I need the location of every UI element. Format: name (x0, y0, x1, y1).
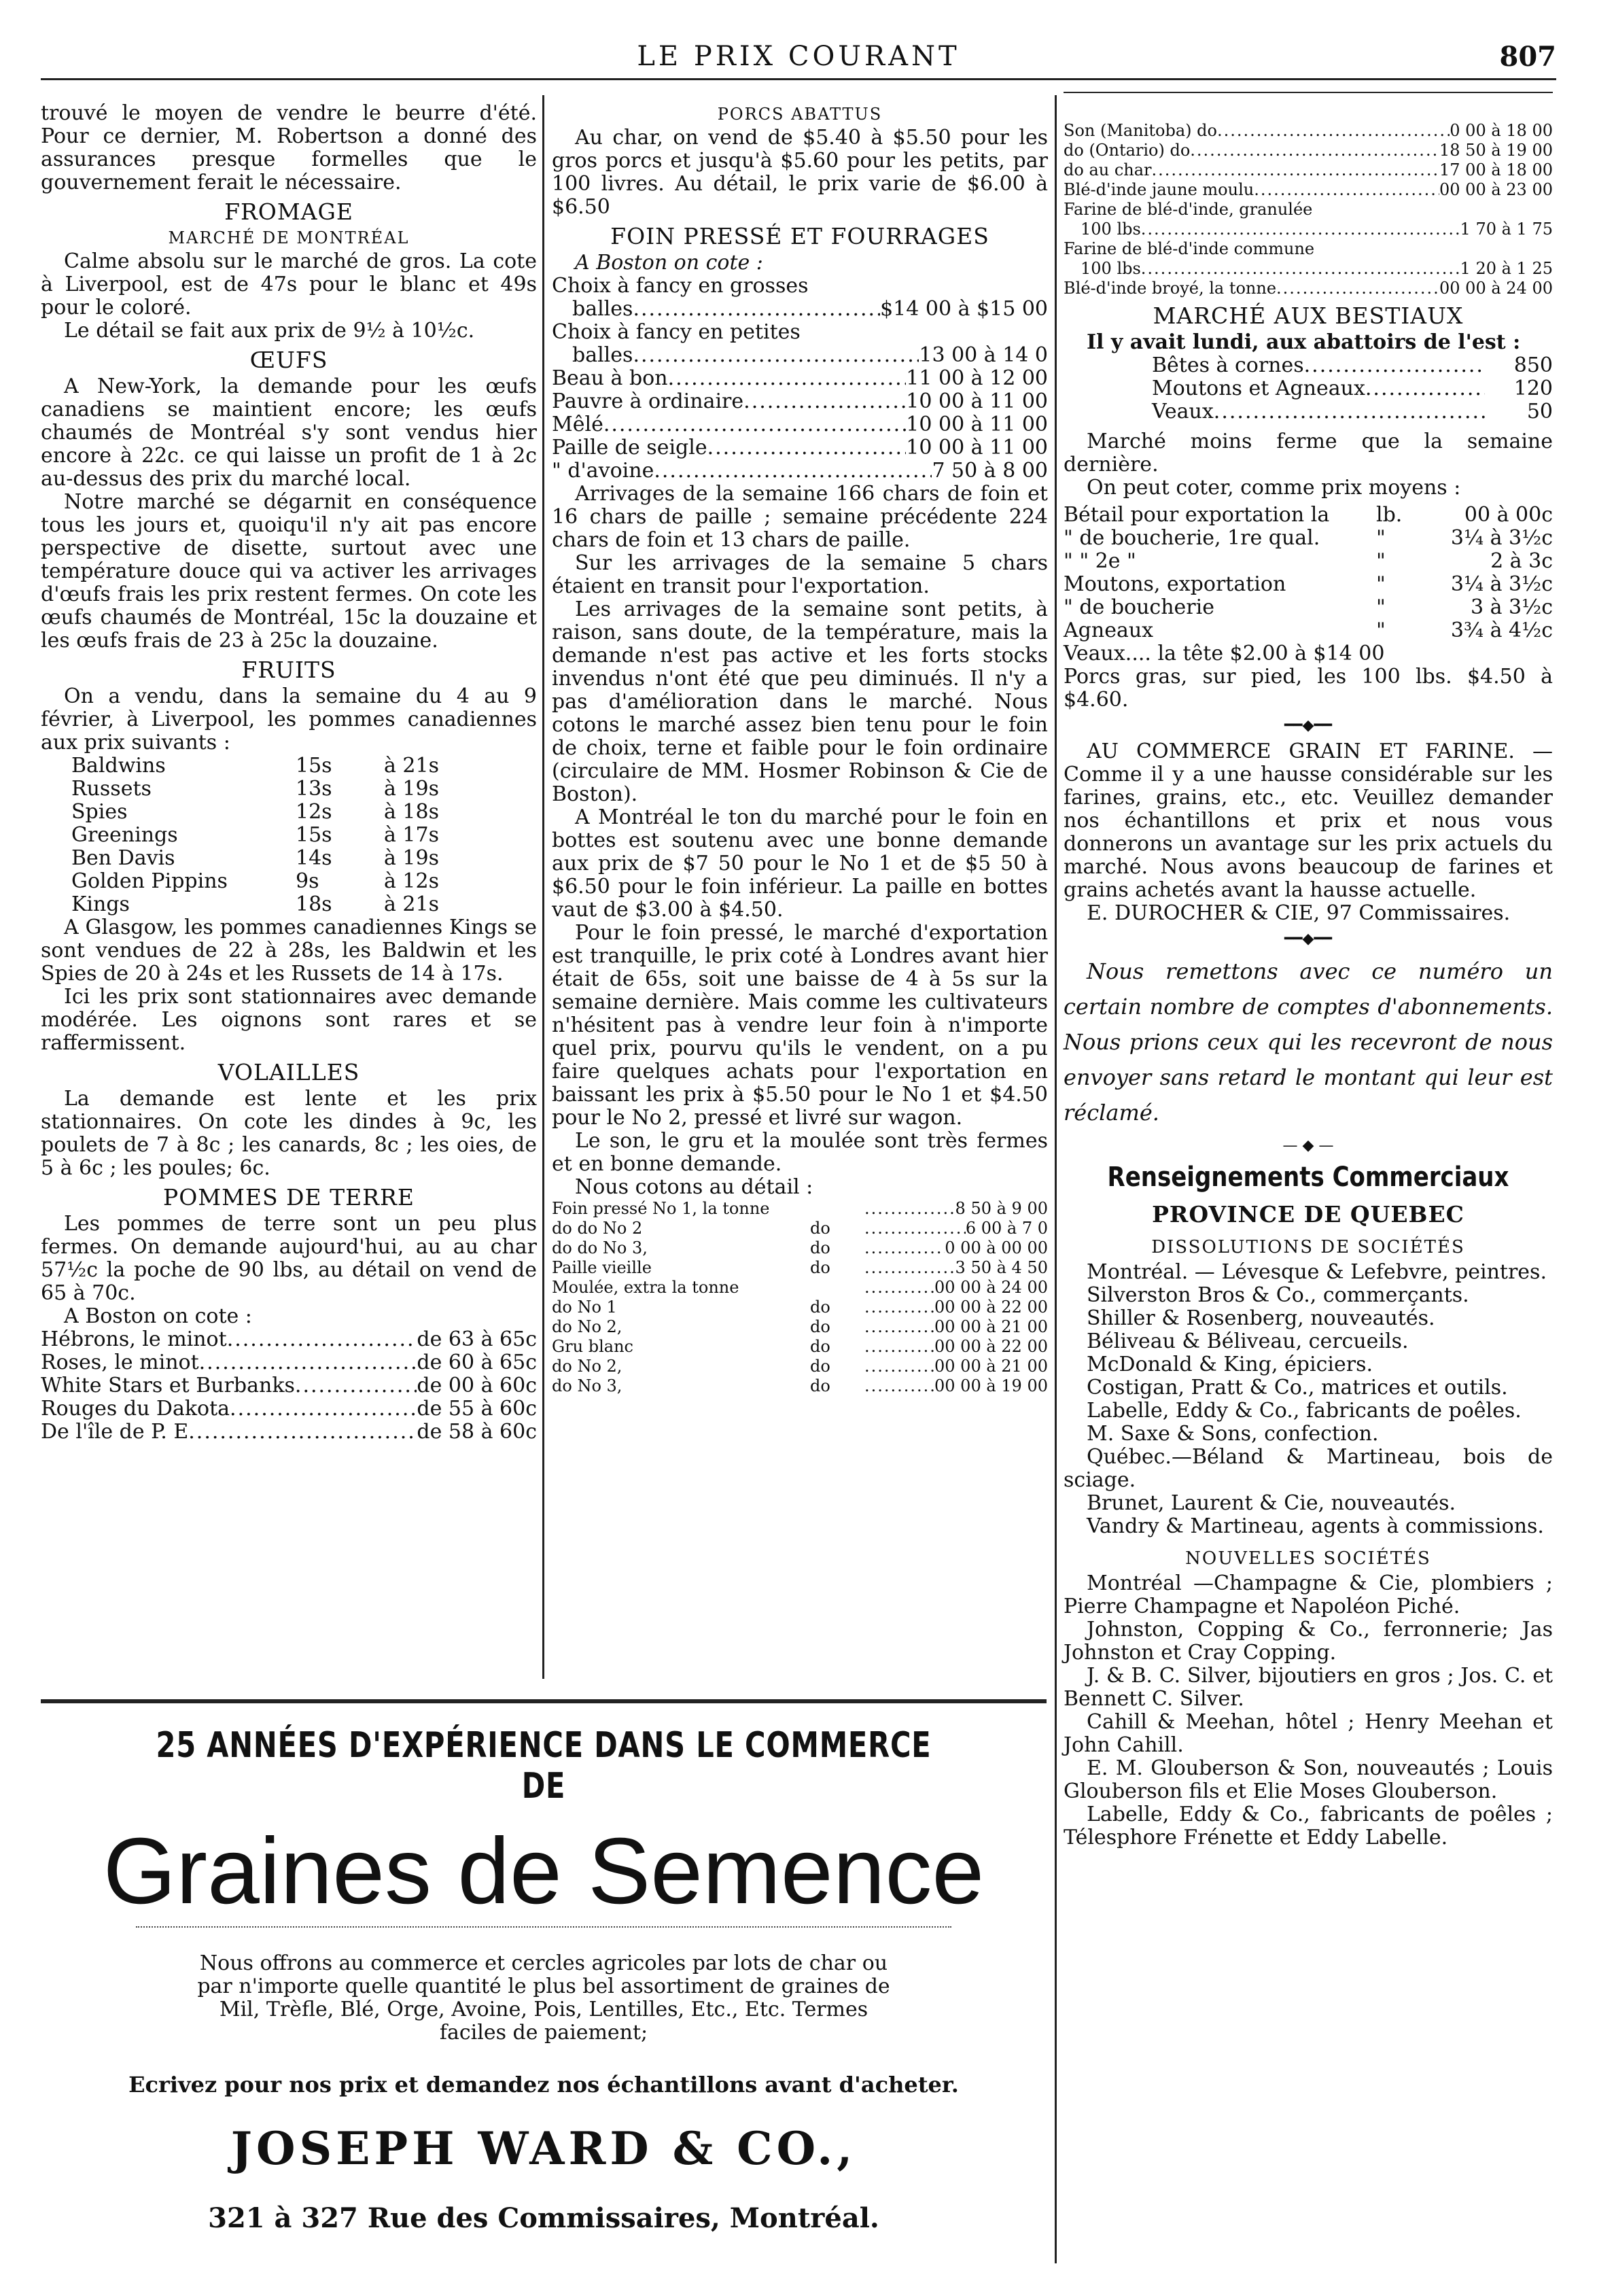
foin-price: 10 00 à 11 00 (906, 413, 1048, 436)
cattle-row (1064, 619, 1553, 642)
montreal-market-paragraph: A Montréal le ton du marché pour le foin en bottes est soutenu avec une bonne demande aux prix de $7 50 pour le No 1 et de $5 50 à $6.50 pour le foin inférieur. La paille en bottes vaut de $3.00 à $4.50. (552, 805, 1048, 922)
detail-row (552, 1258, 1048, 1278)
detail-unit: do (810, 1337, 830, 1356)
foin-row (552, 344, 1048, 367)
foin-price: 13 00 à 14 0 (919, 343, 1048, 367)
son-row (1064, 160, 1553, 180)
oeufs-heading: ŒUFS (249, 347, 328, 373)
ad-company: JOSEPH WARD & CO., (230, 2122, 857, 2175)
cattle-label: Moutons, exportation (1064, 572, 1286, 596)
pdt-price: de 63 à 65c (417, 1327, 537, 1351)
foin-label: Choix à fancy en grosses (552, 274, 809, 298)
pdt-name: Hébrons, le minot (41, 1327, 227, 1351)
ad-call-to-action: Ecrivez pour nos prix et demandez nos échantillons avant d'acheter. (128, 2072, 959, 2098)
son-table (1064, 121, 1553, 298)
fruit-low: 9s (296, 869, 319, 893)
foin-label: " d'avoine (552, 459, 654, 483)
foin-row (552, 413, 1048, 436)
fruit-name: Greenings (71, 823, 178, 847)
detail-price: 6 00 à 7 0 (965, 1219, 1048, 1238)
separator-ornament: ━━◆━━ (1284, 930, 1332, 947)
dissolutions-list (1064, 1261, 1553, 1538)
foin-row (552, 298, 1048, 321)
fruit-high: à 12s (384, 869, 439, 893)
foin-price: 10 00 à 11 00 (906, 436, 1048, 459)
oeufs-paragraph-2: Notre marché se dégarnit en conséquence tous les jours et, quoiqu'il n'y ait pas encore perspective de disette, surtout avec une température douce qui va activer les arrivages d'œufs frais les prix restent fermes. On cote les œufs chaumés de Montréal, 15c la douzaine et les œufs frais de 23 à 25c la douzaine. (41, 490, 537, 653)
detail-row (552, 1376, 1048, 1396)
detail-price: 00 00 à 24 00 (934, 1278, 1048, 1297)
cattle-label: " de boucherie (1064, 595, 1214, 619)
son-label: Son (Manitoba) do (1064, 121, 1217, 140)
column-rule-1 (542, 95, 544, 1679)
detail-unit: do (810, 1317, 830, 1336)
export-paragraph: Pour le foin pressé, le marché d'exportation est tranquille, le prix coté à Londres avant hier était de 65s, soit une baisse de 4 à 5s sur la semaine dernière. Mais comme les cultivateurs n'hésitent pas à vendre leur foin à n'importe quel prix, pourvu qu'ils le vendent, on a pu faire quelques achats pour l'exportation en baissant les prix à $5.50 pour le No 1 et $4.50 pour le No 2, pressé et livré sur wagon. (552, 921, 1048, 1130)
column-1 (41, 102, 537, 1444)
detail-label: do No 2, (552, 1317, 622, 1336)
cattle-unit: " (1376, 595, 1386, 619)
foin-row (552, 321, 1048, 344)
detail-row (552, 1219, 1048, 1238)
son-price: 1 20 à 1 25 (1460, 259, 1553, 278)
foin-price: 11 00 à 12 00 (906, 366, 1048, 390)
foin-row (552, 390, 1048, 413)
nouvelle-item: J. & B. C. Silver, bijoutiers en gros ; Jos. C. et Bennett C. Silver. (1064, 1664, 1553, 1711)
fruit-name: Baldwins (71, 754, 166, 778)
ad-body: Nous offrons au commerce et cercles agricoles par lots de char ou par n'importe quelle quantité le plus bel assortiment de graines de Mil, Trèfle, Blé, Orge, Avoine, Pois, Lentilles, Etc., Etc. Termes faciles de paiement; (197, 1951, 890, 2045)
son-row (1064, 141, 1553, 160)
cattle-row (1064, 504, 1553, 527)
detail-price: 0 00 à 00 00 (945, 1238, 1048, 1257)
pdt-heading: POMMES DE TERRE (163, 1184, 415, 1211)
dissolution-item: Labelle, Eddy & Co., fabricants de poêles. (1087, 1399, 1522, 1423)
pdt-row (41, 1351, 537, 1374)
pdt-row (41, 1328, 537, 1351)
cattle-row (1064, 596, 1553, 619)
province-heading: PROVINCE DE QUEBEC (1152, 1201, 1464, 1228)
cattle-table (1064, 504, 1553, 642)
fromage-paragraph: Calme absolu sur le marché de gros. La cote à Liverpool, est de 47s pour le blanc et 49s pour le coloré. (41, 249, 537, 319)
dissolution-item: Brunet, Laurent & Cie, nouveautés. (1087, 1491, 1456, 1515)
dissolution-item: Montréal. — Lévesque & Lefebvre, peintres. (1087, 1260, 1547, 1284)
bestiaux-heading: MARCHÉ AUX BESTIAUX (1153, 302, 1464, 329)
bestiaux-row (1152, 377, 1553, 400)
detail-row (552, 1238, 1048, 1258)
detail-label: Gru blanc (552, 1337, 633, 1356)
son-label: do (Ontario) do (1064, 141, 1191, 160)
fruit-low: 15s (296, 754, 332, 778)
volailles-heading: VOLAILLES (217, 1059, 360, 1085)
arrivages-paragraph: Arrivages de la semaine 166 chars de foin et 16 chars de paille ; semaine précédente 224 chars de foin et 13 chars de paille. (552, 482, 1048, 552)
detail-unit: do (810, 1376, 830, 1395)
dissolution-item: Shiller & Rosenberg, nouveautés. (1087, 1306, 1435, 1330)
ad-underline (136, 1926, 951, 1928)
son-price: 17 00 à 18 00 (1439, 160, 1553, 179)
cattle-row (1064, 527, 1553, 550)
fruits-paragraph-2: A Glasgow, les pommes canadiennes Kings se sont vendues de 22 à 28s, les Baldwin et les Spies de 20 à 24s et les Russets de 14 à 17s. (41, 916, 537, 986)
cattle-unit: " (1376, 619, 1386, 642)
detail-unit: do (810, 1357, 830, 1376)
son-label: 100 lbs (1081, 220, 1141, 239)
son-row (1064, 220, 1553, 239)
pdt-name: White Stars et Burbanks (41, 1374, 295, 1397)
detail-intro: Nous cotons au détail : (575, 1175, 813, 1199)
dissolution-item: M. Saxe & Sons, confection. (1087, 1422, 1379, 1446)
detail-price: 00 00 à 21 00 (934, 1357, 1048, 1376)
detail-price: 3 50 à 4 50 (955, 1258, 1048, 1277)
pdt-table (41, 1328, 537, 1444)
cattle-label: Bétail pour exportation la (1064, 503, 1330, 527)
foin-label: Choix à fancy en petites (552, 320, 801, 344)
fruits-paragraph-1: On a vendu, dans la semaine du 4 au 9 février, à Liverpool, les pommes canadiennes aux prix suivants : (41, 684, 537, 754)
detail-row (552, 1317, 1048, 1337)
foin-price: 7 50 à 8 00 (932, 459, 1048, 483)
detail-unit (810, 1199, 864, 1219)
bestiaux-count: 120 (1513, 377, 1553, 400)
cattle-price: 3¾ à 4½c (1450, 619, 1553, 642)
ad-address: 321 à 327 Rue des Commissaires, Montréal. (208, 2202, 879, 2234)
header-rule-2 (1064, 92, 1553, 93)
cattle-row (1064, 573, 1553, 596)
column-rule-2 (1055, 95, 1057, 2263)
nouvelles-heading: NOUVELLES SOCIÉTÉS (1185, 1548, 1431, 1569)
fruit-low: 15s (296, 823, 332, 847)
dissolution-item: Costigan, Pratt & Co., matrices et outils. (1087, 1376, 1508, 1399)
pdt-name: Rouges du Dakota (41, 1397, 230, 1421)
transit-paragraph: Sur les arrivages de la semaine 5 chars étaient en transit pour l'exportation. (552, 551, 1048, 598)
foin-label: balles (572, 297, 633, 321)
son-paragraph: Le son, le gru et la moulée sont très fermes et en bonne demande. (552, 1129, 1048, 1176)
volailles-paragraph: La demande est lente et les prix stationnaires. On cote les dindes à 9c, les poulets de 7 à 8c ; les canards, 8c ; les oies, de 5 à 6c ; les poules; 6c. (41, 1087, 537, 1180)
detail-label: Foin pressé No 1, la tonne (552, 1199, 770, 1218)
detail-label: do do No 3, (552, 1238, 648, 1257)
fruit-low: 12s (296, 800, 332, 824)
fromage-detail: Le détail se fait aux prix de 9½ à 10½c. (64, 319, 475, 343)
son-label: 100 lbs (1081, 259, 1141, 278)
son-label: Farine de blé-d'inde commune (1064, 239, 1315, 258)
foin-label: Pauvre à ordinaire (552, 389, 744, 413)
detail-row (552, 1357, 1048, 1376)
column-3 (1064, 121, 1553, 1849)
porcs-heading: PORCS ABATTUS (717, 105, 883, 124)
detail-price: 00 00 à 21 00 (934, 1317, 1048, 1336)
cattle-unit: " (1376, 526, 1386, 550)
foin-table (552, 275, 1048, 483)
son-label: Blé-d'inde broyé, la tonne (1064, 279, 1277, 298)
fruit-high: à 17s (384, 823, 439, 847)
dissolutions-heading: DISSOLUTIONS DE SOCIÉTÉS (1151, 1237, 1465, 1257)
detail-label: do No 1 (552, 1298, 617, 1317)
running-title: LE PRIX COURANT (637, 41, 960, 72)
bestiaux-paragraph-3: On peut coter, comme prix moyens : (1087, 476, 1461, 500)
bestiaux-row (1152, 354, 1553, 377)
cattle-price: 3¼ à 3½c (1450, 526, 1553, 550)
nouvelle-item: Johnston, Copping & Co., ferronnerie; Jas Johnston et Cray Copping. (1064, 1618, 1553, 1665)
detail-unit: do (810, 1219, 830, 1238)
dissolution-item: Québec.—Béland & Martineau, bois de sciage. (1064, 1445, 1553, 1492)
fruit-high: à 21s (384, 754, 439, 778)
detail-price: 8 50 à 9 00 (955, 1199, 1048, 1218)
fruit-high: à 19s (384, 846, 439, 870)
fruit-name: Golden Pippins (71, 869, 228, 893)
boston-line: A Boston on cote : (575, 251, 763, 275)
cattle-unit: " (1376, 549, 1386, 573)
pdt-row (41, 1421, 537, 1444)
cattle-row (1064, 550, 1553, 573)
fromage-subheading: MARCHÉ DE MONTRÉAL (168, 228, 410, 247)
foin-label: Mêlé (552, 413, 603, 436)
fruits-heading: FRUITS (241, 657, 336, 683)
detail-label: Paille vieille (552, 1258, 652, 1277)
pdt-row (41, 1374, 537, 1397)
detail-price: 00 00 à 22 00 (934, 1337, 1048, 1356)
son-row (1064, 200, 1553, 220)
cattle-label: Agneaux (1064, 619, 1154, 642)
nouvelle-item: Montréal —Champagne & Cie, plombiers ; Pierre Champagne et Napoléon Piché. (1064, 1571, 1553, 1618)
dissolution-item: Silverston Bros & Co., commerçants. (1087, 1283, 1469, 1307)
foin-row (552, 275, 1048, 298)
dissolution-item: Vandry & Martineau, agents à commissions. (1087, 1514, 1544, 1538)
detail-row (552, 1278, 1048, 1298)
pdt-price: de 58 à 60c (417, 1420, 537, 1444)
bestiaux-count: 50 (1526, 400, 1553, 423)
column-2 (552, 102, 1048, 1396)
detail-price: 00 00 à 22 00 (934, 1298, 1048, 1317)
header-rule (41, 78, 1556, 80)
detail-unit: do (810, 1298, 830, 1317)
intro-paragraph: trouvé le moyen de vendre le beurre d'été. Pour ce dernier, M. Robertson a donné des assurances presque formelles que le gouvernement ferait le nécessaire. (41, 101, 537, 194)
fruit-high: à 19s (384, 777, 439, 801)
pdt-price: de 00 à 60c (417, 1374, 537, 1397)
nouvelle-item: Cahill & Meehan, hôtel ; Henry Meehan et John Cahill. (1064, 1710, 1553, 1757)
fruit-name: Spies (71, 800, 128, 824)
commerce-paragraph: AU COMMERCE GRAIN ET FARINE. — Comme il y a une hausse considérable sur les farines, grains, etc., etc. Veuillez demander nos échantillons et prix et nous vous donnerons un avantage sur les prix actuels du marché. Nous avons beaucoup de farines et grains achetés avant la hausse actuelle. (1064, 740, 1553, 902)
bestiaux-label: Veaux (1152, 400, 1214, 423)
foin-row (552, 459, 1048, 483)
cattle-label: " de boucherie, 1re qual. (1064, 526, 1320, 550)
pdt-price: de 55 à 60c (417, 1397, 537, 1421)
son-price: 00 00 à 24 00 (1439, 279, 1553, 298)
son-price: 00 00 à 23 00 (1439, 180, 1553, 199)
detail-unit (810, 1278, 864, 1298)
detail-price: 00 00 à 19 00 (934, 1376, 1048, 1395)
son-row (1064, 279, 1553, 298)
fruit-name: Kings (71, 892, 130, 916)
son-label: do au char (1064, 160, 1152, 179)
son-label: Blé-d'inde jaune moulu (1064, 180, 1254, 199)
foin-price: 10 00 à 11 00 (906, 389, 1048, 413)
detail-row (552, 1298, 1048, 1317)
bestiaux-table (1064, 354, 1553, 423)
cattle-label: " " 2e " (1064, 549, 1136, 573)
foin-label: balles (572, 343, 633, 367)
bestiaux-row (1152, 400, 1553, 423)
foin-heading: FOIN PRESSÉ ET FOURRAGES (610, 223, 989, 249)
bestiaux-label: Moutons et Agneaux (1152, 377, 1365, 400)
porcs-line: Porcs gras, sur pied, les 100 lbs. $4.50 à $4.60. (1064, 665, 1553, 712)
fruit-low: 14s (296, 846, 332, 870)
ad-headline: Graines de Semence (103, 1819, 985, 1924)
fruit-high: à 21s (384, 892, 439, 916)
fruits-table (41, 754, 537, 916)
detail-unit: do (810, 1238, 830, 1257)
bestiaux-count: 850 (1513, 353, 1553, 377)
nouvelles-list (1064, 1572, 1553, 1849)
pdt-row (41, 1397, 537, 1421)
nouvelle-item: Labelle, Eddy & Co., fabricants de poêles ; Télesphore Frénette et Eddy Labelle. (1064, 1803, 1553, 1849)
foin-row (552, 436, 1048, 459)
ad-rule (41, 1699, 1047, 1703)
foin-price: $14 00 à $15 00 (880, 297, 1048, 321)
detail-label: do No 2, (552, 1357, 622, 1376)
cattle-price: 2 à 3c (1490, 549, 1553, 573)
son-label: Farine de blé-d'inde, granulée (1064, 200, 1313, 219)
detail-label: do No 3, (552, 1376, 622, 1395)
detail-unit: do (810, 1258, 830, 1277)
boston-market-paragraph: Les arrivages de la semaine sont petits, à raison, sans doute, de la température, mais la demande n'est pas active et les forts stocks invendus n'ont été que peu diminués. Il n'y a pas d'amélioration dans le marché. Nous cotons le marché assez bien tenu pour le foin de choix, terne et faible pour le foin ordinaire (circulaire de MM. Hosmer Robinson & Cie de Boston). (552, 597, 1048, 806)
cattle-unit: lb. (1376, 503, 1403, 527)
detail-row (552, 1199, 1048, 1219)
son-row (1064, 121, 1553, 141)
fruit-low: 18s (296, 892, 332, 916)
cattle-price: 3¼ à 3½c (1450, 572, 1553, 596)
fruit-name: Russets (71, 777, 152, 801)
ad-tagline: 25 ANNÉES D'EXPÉRIENCE DANS LE COMMERCE DE (156, 1725, 932, 1807)
foin-label: Paille de seigle (552, 436, 707, 459)
notice-paragraph: Nous remettons avec ce numéro un certain nombre de comptes d'abonnements. Nous prions ceux qui les recevront de nous envoyer sans retard le montant qui leur est réclamé. (1064, 958, 1553, 1126)
cattle-price: 00 à 00c (1464, 503, 1553, 527)
cattle-price: 3 à 3½c (1470, 595, 1553, 619)
separator-ornament: ━━◆━━ (1284, 717, 1332, 734)
pdt-name: Roses, le minot (41, 1351, 199, 1374)
fruit-high: à 18s (384, 800, 439, 824)
son-row (1064, 239, 1553, 259)
son-price: 1 70 à 1 75 (1460, 220, 1553, 239)
bestiaux-paragraph: Il y avait lundi, aux abattoirs de l'est : (1087, 330, 1521, 354)
fruit-low: 13s (296, 777, 332, 801)
pdt-name: De l'île de P. E (41, 1420, 189, 1444)
commerce-signature: E. DUROCHER & CIE, 97 Commissaires. (1087, 901, 1511, 925)
separator-ornament: — ◆ — (1282, 1137, 1334, 1154)
dissolution-item: Béliveau & Béliveau, cercueils. (1087, 1329, 1409, 1353)
detail-table (552, 1199, 1048, 1396)
advertisement (41, 1706, 1047, 2234)
porcs-paragraph: Au char, on vend de $5.40 à $5.50 pour les gros porcs et jusqu'à $5.60 pour les petits, par 100 livres. Au détail, le prix varie de $6.00 à $6.50 (552, 126, 1048, 219)
son-price: 18 50 à 19 00 (1439, 141, 1553, 160)
detail-label: Moulée, extra la tonne (552, 1278, 739, 1297)
son-row (1064, 180, 1553, 200)
fromage-heading: FROMAGE (224, 198, 353, 225)
son-price: 0 00 à 18 00 (1450, 121, 1553, 140)
dissolution-item: McDonald & King, épiciers. (1087, 1353, 1373, 1376)
renseignements-heading: Renseignements Commerciaux (1107, 1162, 1509, 1193)
foin-row (552, 367, 1048, 390)
bestiaux-paragraph-2: Marché moins ferme que la semaine dernière. (1064, 430, 1553, 476)
page-number: 807 (1499, 41, 1556, 73)
fruits-paragraph-3: Ici les prix sont stationnaires avec demande modérée. Les oignons sont rares et se raffermissent. (41, 985, 537, 1055)
veaux-line: Veaux.... la tête $2.00 à $14 00 (1064, 642, 1385, 665)
detail-label: do do No 2 (552, 1219, 643, 1238)
pdt-paragraph-1: Les pommes de terre sont un peu plus fermes. On demande aujourd'hui, au au char 57½c la poche de 90 lbs, au détail on vend de 65 à 70c. (41, 1212, 537, 1305)
nouvelle-item: E. M. Glouberson & Son, nouveautés ; Louis Glouberson fils et Elie Moses Glouberson. (1064, 1756, 1553, 1803)
bestiaux-label: Bêtes à cornes (1152, 353, 1304, 377)
pdt-price: de 60 à 65c (417, 1351, 537, 1374)
son-row (1064, 259, 1553, 279)
pdt-paragraph-2: A Boston on cote : (64, 1304, 252, 1328)
detail-row (552, 1337, 1048, 1357)
cattle-unit: " (1376, 572, 1386, 596)
foin-label: Beau à bon (552, 366, 668, 390)
fruit-name: Ben Davis (71, 846, 175, 870)
oeufs-paragraph-1: A New-York, la demande pour les œufs canadiens se maintient encore; les œufs chaumés de Montréal s'y sont vendus hier encore à 22c. ce qui laisse un profit de 1 à 2c au-dessus des prix du marché local. (41, 375, 537, 491)
